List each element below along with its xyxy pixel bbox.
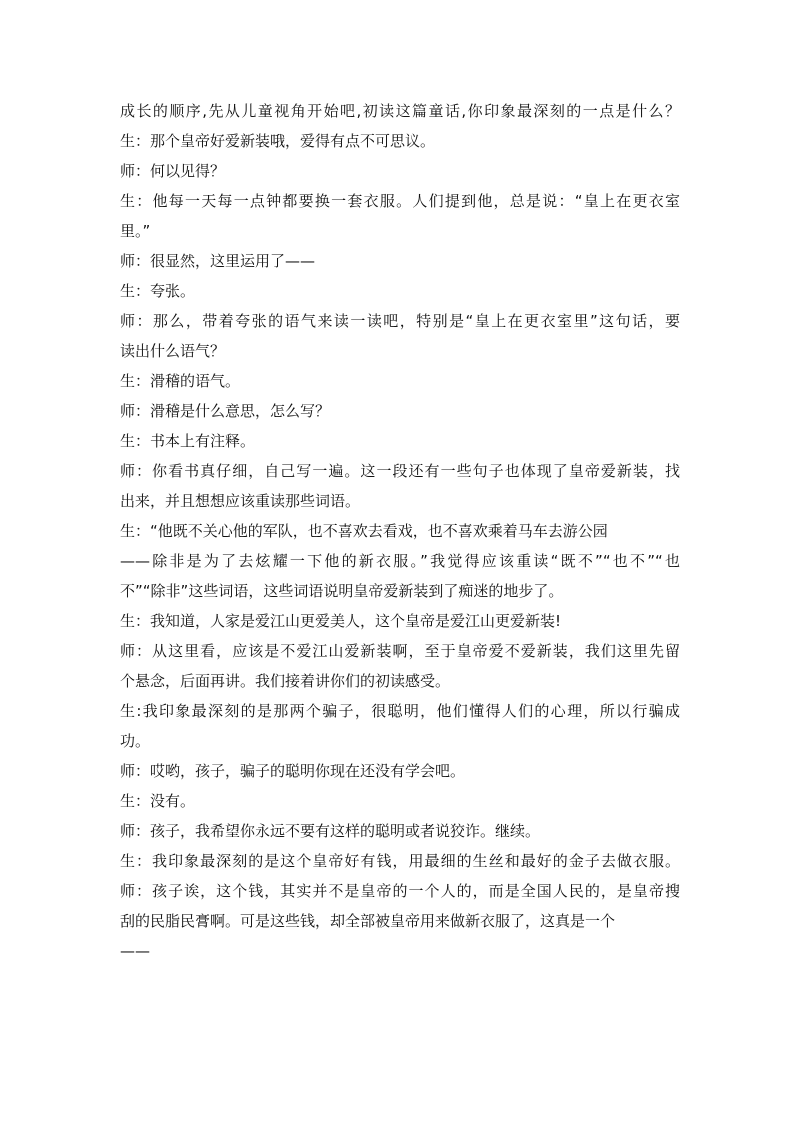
text-line: 成长的顺序,先从儿童视角开始吧,初读这篇童话,你印象最深刻的一点是什么？ <box>120 102 680 120</box>
text-line: 里。” <box>120 222 151 240</box>
text-line: 师：从这里看，应该是不爱江山爱新装啊，至于皇帝爱不爱新装，我们这里先留 <box>120 642 680 660</box>
text-line: 个悬念，后面再讲。我们接着讲你们的初读感受。 <box>120 672 451 690</box>
text-line: —— <box>120 942 150 960</box>
text-line: 出来，并且想想应该重读那些词语。 <box>120 492 361 510</box>
text-line: 生：他每一天每一点钟都要换一套衣服。人们提到他，总是说：“皇上在更衣室 <box>120 192 680 210</box>
text-line: 师：何以见得？ <box>120 162 226 180</box>
text-line: 生：“他既不关心他的军队，也不喜欢去看戏，也不喜欢乘着马车去游公园 <box>120 522 608 540</box>
text-line: 不”“除非”这些词语，这些词语说明皇帝爱新装到了痴迷的地步了。 <box>120 582 564 600</box>
text-line: 生:我印象最深刻的是那两个骗子，很聪明，他们懂得人们的心理，所以行骗成 <box>120 702 680 720</box>
text-line: 师：滑稽是什么意思，怎么写？ <box>120 402 331 420</box>
text-line: 师：孩子，我希望你永远不要有这样的聪明或者说狡诈。继续。 <box>120 822 541 840</box>
text-line: 生：我知道，人家是爱江山更爱美人，这个皇帝是爱江山更爱新装! <box>120 612 562 630</box>
text-line: 生：书本上有注释。 <box>120 432 256 450</box>
text-line: 生：夸张。 <box>120 282 196 300</box>
text-line: 生：我印象最深刻的是这个皇帝好有钱，用最细的生丝和最好的金子去做衣服。 <box>120 852 680 870</box>
text-line: 师：你看书真仔细，自己写一遍。这一段还有一些句子也体现了皇帝爱新装，找 <box>120 462 680 480</box>
text-line: 师：很显然，这里运用了—— <box>120 252 316 270</box>
text-line: 生：那个皇帝好爱新装哦，爱得有点不可思议。 <box>120 132 436 150</box>
text-line: 刮的民脂民膏啊。可是这些钱，却全部被皇帝用来做新衣服了，这真是一个 <box>120 912 616 930</box>
text-line: 师：哎哟，孩子，骗子的聪明你现在还没有学会吧。 <box>120 762 466 780</box>
text-line: 师：那么，带着夸张的语气来读一读吧，特别是“皇上在更衣室里”这句话，要 <box>120 312 680 330</box>
text-line: 生：没有。 <box>120 792 196 810</box>
text-line: 功。 <box>120 732 151 750</box>
text-line: 师：孩子诶，这个钱，其实并不是皇帝的一个人的，而是全国人民的，是皇帝搜 <box>120 882 680 900</box>
document-body <box>120 96 680 966</box>
text-line: ——除非是为了去炫耀一下他的新衣服。”我觉得应该重读“既不”“也不”“也 <box>120 552 680 570</box>
text-line: 生：滑稽的语气。 <box>120 372 241 390</box>
text-line: 读出什么语气？ <box>120 342 226 360</box>
